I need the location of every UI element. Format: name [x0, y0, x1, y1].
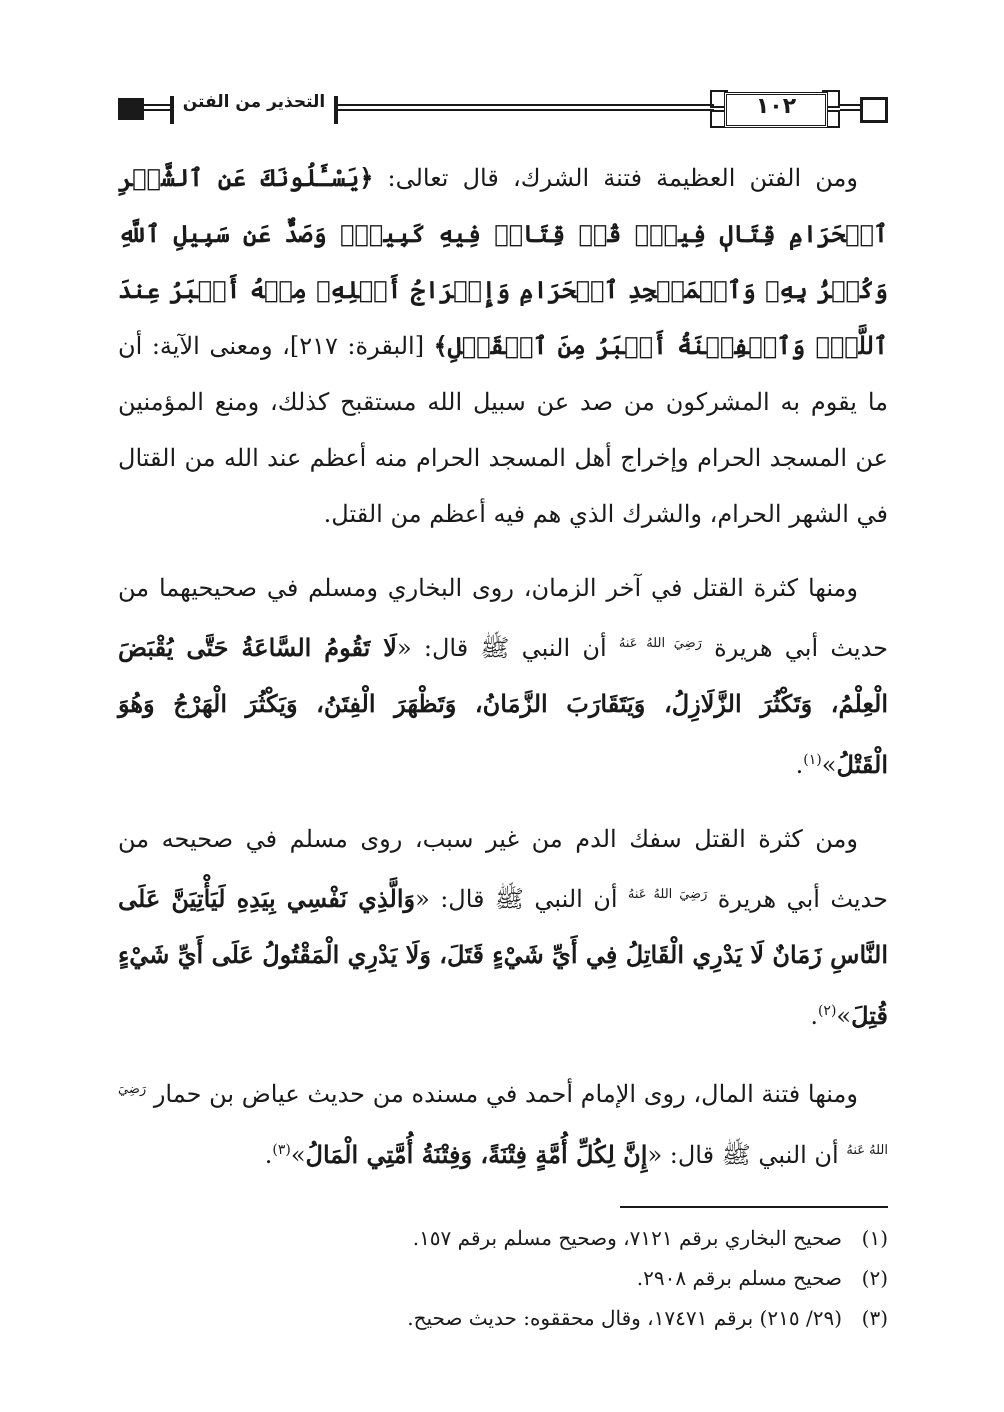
- paragraph-wealth: [118, 1062, 888, 1183]
- paragraph-text: ومنها فتنة المال، روى الإمام أحمد في مسنده من حديث عياض بن حمار: [146, 1080, 858, 1108]
- footnote-number: (٣): [861, 1306, 888, 1330]
- paragraph-bloodshed: [118, 811, 888, 1044]
- hadith-text: وَالَّذِي نَفْسِي بِيَدِهِ لَيَأْتِيَنَّ عَلَى النَّاسِ زَمَانٌ لَا يَدْرِي الْقَاتِلُ فِي أَيِّ شَيْءٍ قَتَلَ، وَلَا يَدْرِي الْمَقْتُولُ عَلَى أَيِّ شَيْءٍ قُتِلَ: [118, 884, 888, 1030]
- honorific: ﷺ: [494, 885, 524, 913]
- footnote-number: (٢): [861, 1266, 888, 1290]
- footnotes: [118, 1218, 888, 1338]
- page-number-frame: [710, 88, 840, 128]
- honorific: رَضِيَ اللهُ عَنهُ: [118, 1082, 888, 1158]
- footnote: [118, 1258, 888, 1298]
- footnote-text: صحيح البخاري برقم ٧١٢١، وصحيح مسلم برقم ١٥٧.: [412, 1226, 842, 1250]
- main-text: [118, 150, 888, 1183]
- footnote-ref[interactable]: (١): [803, 752, 822, 768]
- running-title: التحذير من الفتن: [182, 92, 326, 112]
- hadith-text: لَا تَقُومُ السَّاعَةُ حَتَّى يُقْبَضَ الْعِلْمُ، وَتَكْثُرَ الزَّلَازِلُ، وَيَتَقَارَبَ الزَّمَانُ، وَتَظْهَرَ الْفِتَنُ، وَيَكْثُرَ الْهَرْجُ وَهُوَ الْقَتْلُ: [118, 633, 888, 779]
- paragraph-killing: [118, 560, 888, 793]
- footnote: [118, 1218, 888, 1258]
- paragraph-text: [البقرة: ٢١٧]، ومعنى الآية: أن ما يقوم به المشركون من صد عن سبيل الله مستقبح كذلك، ومنع المؤمنين عن المسجد الحرام وإخراج أهل المسجد الحرام منه أعظم عند الله من القتال في الشهر الحرام، والشرك الذي هم فيه أعظم من القتل.: [118, 332, 888, 528]
- paragraph-text: .: [810, 1002, 818, 1030]
- paragraph-text: أن النبي: [750, 1141, 847, 1169]
- paragraph-shirk: [118, 150, 888, 542]
- quran-verse: ﴿يَسْـَٔلُونَكَ عَنِ ٱلشَّهۡرِ ٱلۡحَرَامِ قِتَالٖ فِيهِۖ قُلۡ قِتَالٞ فِيهِ كَبِيرٞۚ وَصَدٌّ عَن سَبِيلِ ٱللَّهِ وَكُفۡرُۢ بِهِۦ وَٱلۡمَسۡجِدِ ٱلۡحَرَامِ وَإِخۡرَاجُ أَهۡلِهِۦ مِنۡهُ أَكۡبَرُ عِندَ ٱللَّهِۚ وَٱلۡفِتۡنَةُ أَكۡبَرُ مِنَ ٱلۡقَتۡلِ﴾: [118, 163, 888, 360]
- footnote-separator: [620, 1206, 888, 1208]
- honorific: رَضِيَ اللهُ عَنهُ: [618, 636, 702, 651]
- footnote: [118, 1298, 888, 1338]
- paragraph-text: قال: «: [647, 1141, 722, 1169]
- footnote-number: (١): [861, 1226, 888, 1250]
- header-rule: [338, 104, 714, 111]
- footnote-ref[interactable]: (٣): [272, 1142, 291, 1158]
- header-right-block: [860, 97, 888, 123]
- quote-mark: »: [821, 751, 837, 779]
- paragraph-text: .: [264, 1141, 273, 1169]
- honorific: رَضِيَ اللهُ عَنهُ: [627, 887, 708, 902]
- paragraph-text: أن النبي: [509, 634, 619, 662]
- paragraph-text: ومن كثرة القتل سفك الدم من غير سبب، روى مسلم في صحيحه من حديث أبي هريرة: [118, 825, 888, 913]
- header-divider: [170, 96, 174, 124]
- page-number: ١٠٢: [755, 94, 797, 119]
- paragraph-text: ومنها كثرة القتل في آخر الزمان، روى البخاري ومسلم في صحيحيهما من حديث أبي هريرة: [118, 574, 889, 662]
- footnote-text: صحيح مسلم برقم ٢٩٠٨.: [636, 1266, 842, 1290]
- paragraph-text: ومن الفتن العظيمة فتنة الشرك، قال تعالى:: [373, 164, 859, 192]
- header-left-block: [118, 98, 144, 120]
- footnote-text: (٢٩/ ٢١٥) برقم ١٧٤٧١، وقال محققوه: حديث صحيح.: [407, 1306, 842, 1330]
- paragraph-text: .: [795, 751, 804, 779]
- honorific: ﷺ: [480, 634, 510, 662]
- paragraph-text: أن النبي: [523, 885, 628, 913]
- hadith-text: إِنَّ لِكُلِّ أُمَّةٍ فِتْنَةً، وَفِتْنَةُ أُمَّتِي الْمَالُ: [305, 1140, 648, 1169]
- paragraph-text: قال: «: [396, 634, 481, 662]
- quote-mark: »: [836, 1002, 852, 1030]
- page-header: [118, 86, 888, 132]
- footnote-ref[interactable]: (٢): [817, 1003, 837, 1019]
- quote-mark: »: [290, 1141, 306, 1169]
- paragraph-text: قال: «: [415, 885, 495, 913]
- honorific: ﷺ: [721, 1141, 751, 1169]
